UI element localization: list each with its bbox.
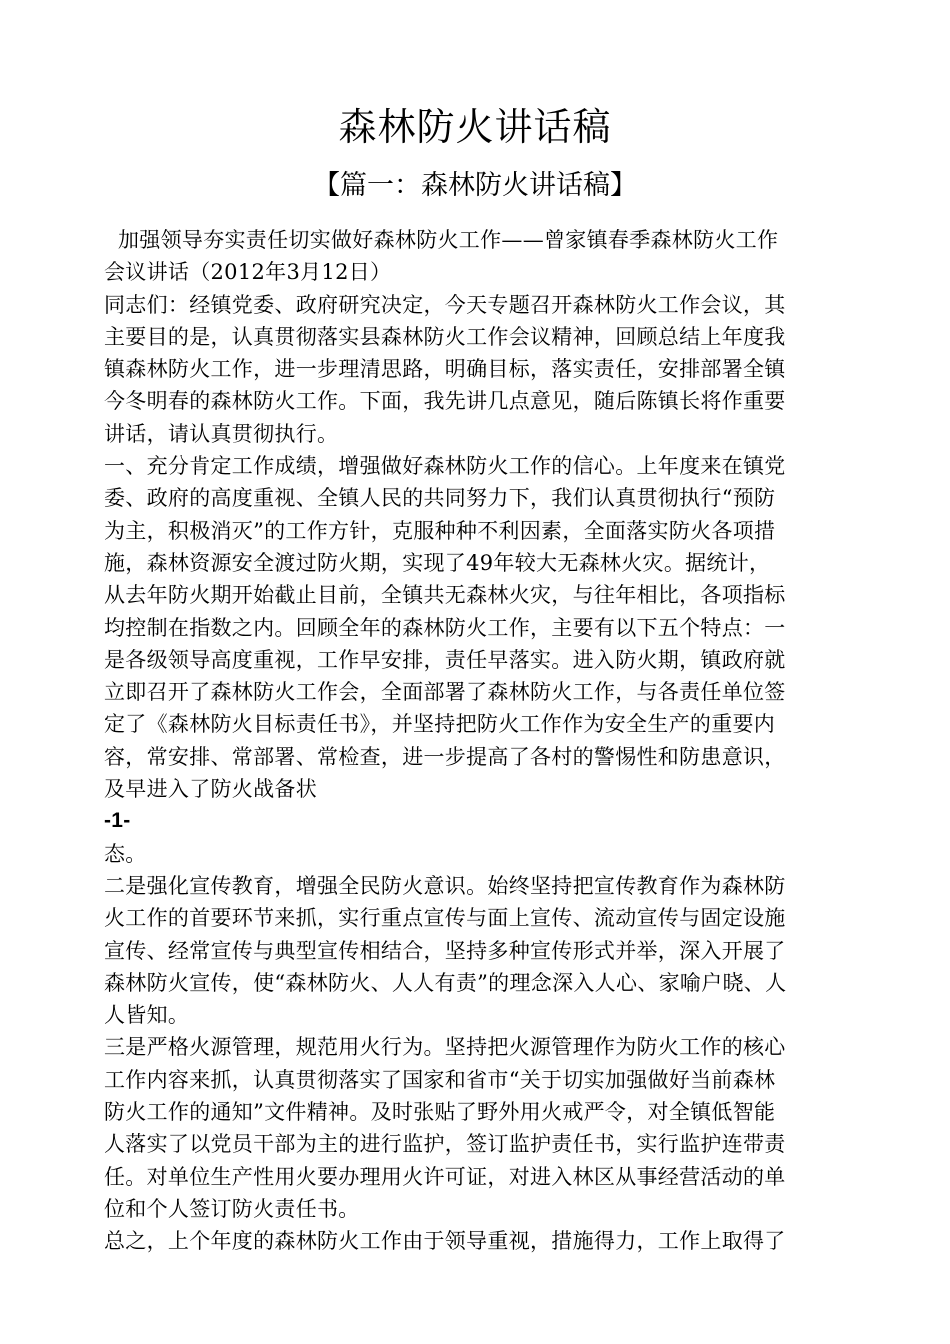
body-line: 任。对单位生产性用火要办理用火许可证，对进入林区从事经营活动的单 [104, 1164, 786, 1189]
body-line: 防火工作的通知”文件精神。及时张贴了野外用火戒严令，对全镇低智能 [104, 1100, 776, 1125]
body-line: 一、充分肯定工作成绩，增强做好森林防火工作的信心。上年度来在镇党 [104, 454, 786, 479]
body-line: 为主，积极消灭”的工作方针，克服种种不利因素，全面落实防火各项措 [104, 518, 776, 543]
body-line: 总之，上个年度的森林防火工作由于领导重视，措施得力，工作上取得了 [104, 1229, 786, 1254]
body-line: 二是强化宣传教育，增强全民防火意识。始终坚持把宣传教育作为森林防 [104, 873, 786, 898]
body-line: 讲话，请认真贯彻执行。 [104, 421, 339, 446]
body-line: 三是严格火源管理，规范用火行为。坚持把火源管理作为防火工作的核心 [104, 1035, 786, 1060]
body-line: 今冬明春的森林防火工作。下面，我先讲几点意见，随后陈镇长将作重要 [104, 389, 786, 414]
body-line: 容，常安排、常部署、常检查，进一步提高了各村的警惕性和防患意识， [104, 744, 786, 769]
body-line: 施，森林资源安全渡过防火期，实现了49年较大无森林火灾。据统计， [104, 550, 771, 575]
body-line: 镇森林防火工作，进一步理清思路，明确目标，落实责任，安排部署全镇 [104, 357, 786, 382]
body-line: 火工作的首要环节来抓，实行重点宣传与面上宣传、流动宣传与固定设施 [104, 906, 786, 931]
document-subtitle: 【篇一：森林防火讲话稿】 [313, 170, 637, 201]
body-line: 宣传、经常宣传与典型宣传相结合，坚持多种宣传形式并举，深入开展了 [104, 938, 786, 963]
body-line: 同志们：经镇党委、政府研究决定，今天专题召开森林防火工作会议，其 [104, 292, 786, 317]
body-line: 从去年防火期开始截止目前，全镇共无森林火灾，与往年相比，各项指标 [104, 583, 786, 608]
body-line: 主要目的是，认真贯彻落实县森林防火工作会议精神，回顾总结上年度我 [104, 324, 786, 349]
body-line: 会议讲话（2012年3月12日） [104, 260, 392, 285]
body-line: 加强领导夯实责任切实做好森林防火工作——曾家镇春季森林防火工作 [118, 228, 779, 252]
body-line: 工作内容来抓，认真贯彻落实了国家和省市“关于切实加强做好当前森林 [104, 1067, 776, 1092]
body-line: 立即召开了森林防火工作会，全面部署了森林防火工作，与各责任单位签 [104, 680, 786, 705]
document-body [104, 224, 856, 1258]
body-line: 均控制在指数之内。回顾全年的森林防火工作，主要有以下五个特点：一 [104, 615, 786, 640]
body-line: 位和个人签订防火责任书。 [104, 1196, 360, 1221]
body-line: 定了《森林防火目标责任书》，并坚持把防火工作作为安全生产的重要内 [104, 712, 776, 737]
body-line: 是各级领导高度重视，工作早安排，责任早落实。进入防火期，镇政府就 [104, 647, 786, 672]
body-line: 态。 [104, 841, 147, 866]
body-line: 森林防火宣传，使“森林防火、人人有责”的理念深入人心、家喻户晓、人 [104, 970, 787, 995]
document-title: 森林防火讲话稿 [338, 105, 612, 149]
body-line: 委、政府的高度重视、全镇人民的共同努力下，我们认真贯彻执行“预防 [104, 486, 776, 511]
body-line: 人落实了以党员干部为主的进行监护，签订监护责任书，实行监护连带责 [104, 1132, 786, 1157]
body-line: 及早进入了防火战备状 [104, 777, 317, 802]
body-line: 人皆知。 [104, 1003, 190, 1028]
page-number: -1- [104, 809, 131, 833]
